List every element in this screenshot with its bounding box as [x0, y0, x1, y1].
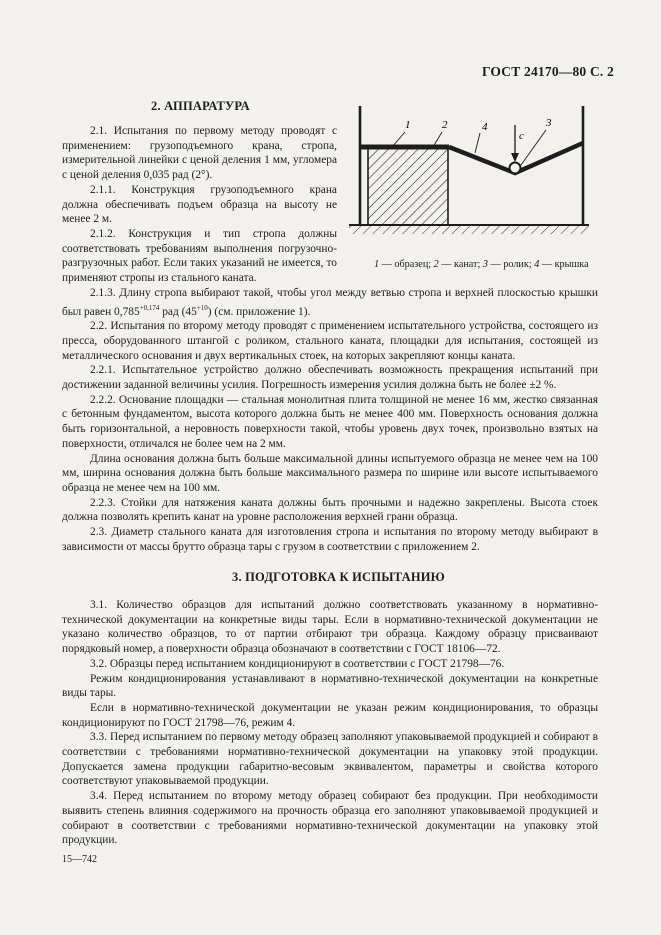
paragraph-3-1: 3.1. Количество образцов для испытаний должно соответствовать указанному в нормативно-технической документации на конкретные виды тары. Если в нормативно-технической документации не указано количество образцов, то от партии отбирают три образца. Каждому образцу присваивают порядковый номер, а поверхности образца обозначают в соответствии с ГОСТ 18106—72. [62, 599, 598, 656]
page-header: ГОСТ 24170—80 С. 2 [481, 64, 614, 79]
section-2-intro [62, 124, 337, 286]
caption-num-2: 2 [433, 259, 439, 270]
section-3-body [62, 598, 598, 848]
caption-text-3: — ролик; [487, 259, 535, 270]
label-2: 2 [442, 119, 448, 131]
paragraph-3-2-b: Если в нормативно-технической документации не указан режим кондиционирования, то образцы кондиционируют по ГОСТ 21798—76, режим 4. [62, 701, 598, 729]
caption-num-3: 3 [482, 259, 488, 270]
leader-4 [475, 133, 480, 153]
paragraph-2-3: 2.3. Диаметр стального каната для изготовления стропа и испытания по второму методу выбирают в зависимости от массы брутто образца тары с грузом в соответствии с приложением 2. [62, 526, 598, 553]
label-3: 3 [546, 117, 552, 129]
paragraph-2-2-2-cont: Длина основания должна быть больше максимальной длины испытуемого образца не менее чем на 100 мм, ширина основания должна быть больше максимального размера по ширине или высоте испытываемого образца не менее чем на 100 мм. [62, 452, 598, 494]
caption-text-4: — крышка [539, 259, 589, 270]
paragraph-3-3: 3.3. Перед испытанием по первому методу образец заполняют упаковываемой продукцией и собирают в соответствии с требованиями нормативно-технической документации на упаковку этой продукции. Допускается замена продукции габаритно-весовым эквивалентом, параметры и свойства которого соответствуют упаковываемой продукции. [62, 731, 598, 788]
force-label: c [519, 130, 524, 142]
paragraph-2-1-1: 2.1.1. Конструкция грузоподъемного крана должна обеспечивать подъем образца на высоту не менее 2 м. [62, 183, 337, 226]
section-2-body [62, 286, 598, 554]
caption-num-1: 1 [374, 259, 380, 270]
section-2-title: 2. АППАРАТУРА [151, 99, 250, 113]
specimen-box [368, 148, 448, 225]
label-4: 4 [482, 121, 488, 133]
force-arrow-head [511, 153, 519, 162]
paragraph-2-1-3: 2.1.3. Длину стропа выбирают такой, чтобы угол между ветвью стропа и верхней плоскостью крышки был равен $0,785^{+0,174}$ рад $(45^{+10})$ (см. приложение 1). [62, 287, 598, 318]
paragraph-3-2: 3.2. Образцы перед испытанием кондиционируют в соответствии с ГОСТ 21798—76. [90, 657, 505, 670]
section-3-title: 3. ПОДГОТОВКА К ИСПЫТАНИЮ [232, 570, 445, 584]
paragraph-2-1: 2.1. Испытания по первому методу проводят с применением: грузоподъемного крана, стропа, измерительной линейки с ценой деления 1 мм, угломера с ценой деления 0,035 рад (2°). [62, 125, 337, 182]
paragraph-2-2-2: 2.2.2. Основание площадки — стальная монолитная плита толщиной не менее 16 мм, жестко связанная с бетонным фундаментом, высота которого должна быть не менее 400 мм. Поверхность основания должна быть горизонтальной, а неровность поверхности такой, чтобы уровень двух точек, произвольно взятых на поверхности, отличался не более чем на 2 мм. [62, 393, 598, 450]
ground-hatch [349, 225, 589, 234]
paragraph-3-2-a: Режим кондиционирования устанавливают в нормативно-технической документации на конкретные виды тары. [62, 672, 598, 700]
page-footer-code: 15—742 [62, 854, 97, 865]
figure-caption [374, 259, 589, 270]
paragraph-2-2: 2.2. Испытания по второму методу проводят с применением испытательного устройства, состоящего из пресса, оборудованного штангой с роликом, стального каната, площадки для испытания, состоящей из металлического основания и двух вертикальных стоек, на которых закрепляют концы каната. [62, 320, 598, 362]
paragraph-2-2-1: 2.2.1. Испытательное устройство должно обеспечивать возможность прекращения испытаний при достижении заданной величины усилия. Погрешность измерения усилия должна быть не более ±2 %. [62, 364, 598, 392]
paragraph-2-1-2: 2.1.2. Конструкция и тип стропа должны соответствовать требованиям выполнения погрузочно-разгрузочных работ. Если таких указаний не имеется, то применяют стропы из стального каната. [62, 227, 337, 285]
caption-text-2: — канат; [438, 259, 483, 270]
paragraph-2-2-3: 2.2.3. Стойки для натяжения каната должны быть прочными и надежно закреплены. Высота стоек должна позволять крепить канат на уровне расположения верхней грани образца. [62, 496, 598, 524]
roller [510, 163, 521, 174]
caption-text-1: — образец; [379, 259, 434, 270]
label-1: 1 [405, 119, 411, 131]
paragraph-3-4: 3.4. Перед испытанием по второму методу образец собирают без продукции. При необходимости выявить степень влияния содержимого на прочность образца его заполняют упаковываемой продукцией и собирают в соответствии с требованиями нормативно-технической документации на упаковку этой продукции. [62, 790, 598, 847]
test-setup-diagram [345, 103, 601, 255]
caption-num-4: 4 [534, 259, 540, 270]
